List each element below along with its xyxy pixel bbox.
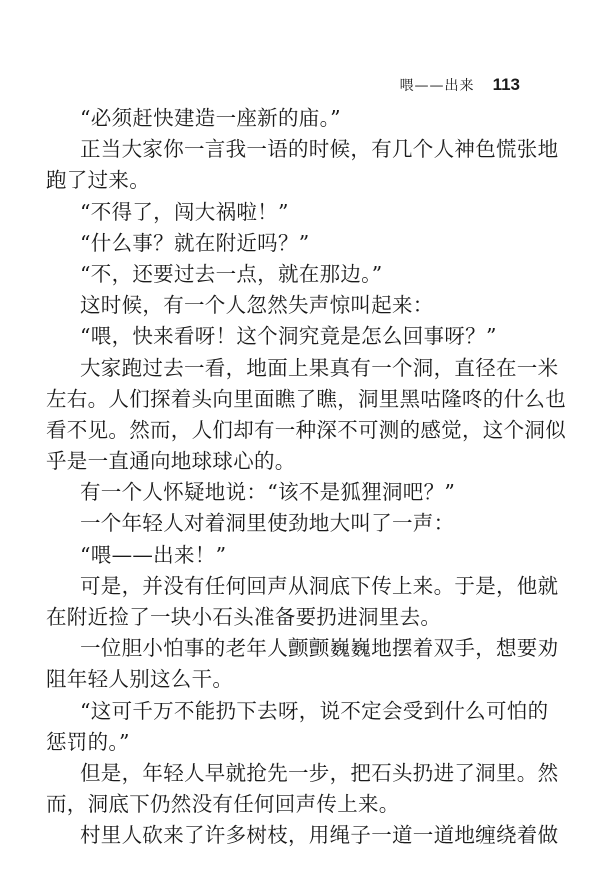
page-header — [380, 73, 520, 97]
text-line: 大家跑过去一看，地面上果真有一个洞，直径在一米 — [80, 355, 559, 380]
text-line: 在附近捡了一块小石头准备要扔进洞里去。 — [46, 605, 442, 629]
text-line: 阻年轻人别这么干。 — [46, 667, 234, 692]
text-line: “不得了，闯大祸啦！” — [80, 199, 289, 224]
text-line: “什么事？就在附近吗？” — [80, 230, 310, 255]
text-line: 村里人砍来了许多树枝，用绳子一道一道地缠绕着做 — [80, 823, 559, 848]
text-line: 乎是一直通向地球球心的。 — [46, 449, 296, 474]
text-line: 一位胆小怕事的老年人颤颤巍巍地摆着双手，想要劝 — [80, 636, 559, 661]
text-line: 惩罚的。” — [46, 729, 130, 754]
text-line: 左右。人们探着头向里面瞧了瞧，洞里黑咕隆咚的什么也 — [46, 386, 566, 411]
text-line: 这时候，有一个人忽然失声惊叫起来： — [80, 293, 434, 318]
text-line: 而，洞底下仍然没有任何回声传上来。 — [46, 792, 400, 817]
text-line: 但是，年轻人早就抢先一步，把石头扔进了洞里。然 — [80, 760, 559, 785]
body-text — [46, 103, 566, 852]
page-number: 113 — [492, 75, 520, 94]
text-line: 有一个人怀疑地说：“该不是狐狸洞吧？” — [80, 480, 456, 505]
text-line: 跑了过来。 — [46, 168, 150, 193]
text-line: “不，还要过去一点，就在那边。” — [80, 261, 383, 286]
text-line: “这可千万不能扔下去呀，说不定会受到什么可怕的 — [80, 698, 549, 723]
text-line: 一个年轻人对着洞里使劲地大叫了一声： — [80, 511, 455, 536]
text-line: 看不见。然而，人们却有一种深不可测的感觉，这个洞似 — [46, 417, 566, 442]
text-line: “喂——出来！” — [80, 542, 227, 567]
text-line: 可是，并没有任何回声从洞底下传上来。于是，他就 — [80, 573, 559, 598]
text-line: “必须赶快建造一座新的庙。” — [80, 106, 341, 130]
text-line: “喂，快来看呀！这个洞究竟是怎么回事呀？” — [80, 324, 497, 349]
text-line: 正当大家你一言我一语的时候，有几个人神色慌张地 — [80, 137, 559, 162]
running-title: 喂——出来 — [399, 78, 475, 94]
